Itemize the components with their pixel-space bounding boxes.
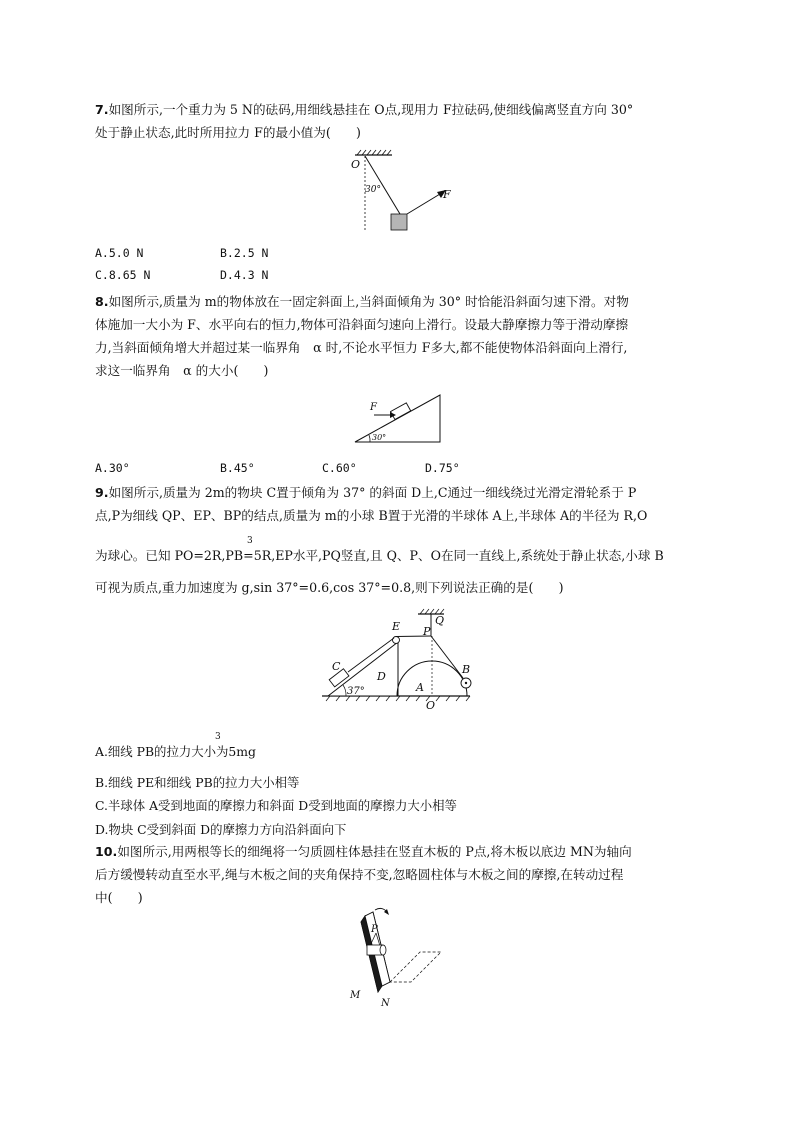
- q9-label-p: P: [423, 625, 431, 638]
- q7-figure: [340, 150, 470, 240]
- q9-label-o: O: [426, 699, 436, 712]
- q10-stem-line2: 后方缓慢转动直至水平,绳与木板之间的夹角保持不变,忽略圆柱体与木板之间的摩擦,在转动过程: [95, 867, 624, 882]
- q8-stem-line1: 8.如图所示,质量为 m的物体放在一固定斜面上,当斜面倾角为 30° 时恰能沿斜面匀速下滑。对物: [95, 294, 629, 309]
- q9-number: 9.: [95, 485, 109, 500]
- q9-figure: [320, 608, 490, 712]
- q9-label-q: Q: [435, 614, 445, 627]
- q8-option-d: D.75°: [425, 461, 460, 475]
- q8-option-b: B.45°: [220, 461, 255, 475]
- q9-label-b: B: [462, 663, 471, 676]
- q10-number: 10.: [95, 844, 118, 859]
- q7-label-angle: 30°: [365, 185, 381, 195]
- q8-option-a: A.30°: [95, 461, 130, 475]
- q7-stem-line1: 7.如图所示,一个重力为 5 N的砝码,用细线悬挂在 O点,现用力 F拉砝码,使细线偏离竖直方向 30°: [95, 102, 634, 117]
- q8-stem-line4: 求这一临界角 α 的大小( ): [95, 363, 269, 378]
- q7-option-a: A.5.0 N: [95, 246, 144, 260]
- q8-option-c: C.60°: [322, 461, 357, 475]
- q9-label-e: E: [392, 620, 401, 633]
- q7-label-f: F: [443, 188, 451, 201]
- q7-number: 7.: [95, 102, 109, 117]
- q9-stem-line1: 9.如图所示,质量为 2m的物块 C置于倾角为 37° 的斜面 D上,C通过一细线绕过光滑定滑轮系于 P: [95, 485, 637, 500]
- q10-label-m: M: [350, 990, 361, 1001]
- q10-stem-line3: 中( ): [95, 890, 143, 905]
- q8-label-angle: 30°: [372, 433, 387, 442]
- q7-stem-line2: 处于静止状态,此时所用拉力 F的最小值为( ): [95, 125, 361, 140]
- q8-figure: [350, 390, 450, 450]
- q7-option-c: C.8.65 N: [95, 268, 151, 282]
- q10-stem-line1: 10.如图所示,用两根等长的细绳将一匀质圆柱体悬挂在竖直木板的 P点,将木板以底边 MN为轴向: [95, 844, 632, 859]
- q10-figure: [345, 908, 455, 1013]
- q7-option-b: B.2.5 N: [220, 246, 269, 260]
- q9-label-c: C: [332, 660, 341, 673]
- q9-label-d: D: [377, 670, 386, 683]
- q9-option-c: C.半球体 A受到地面的摩擦力和斜面 D受到地面的摩擦力大小相等: [95, 798, 457, 813]
- q8-stem-line2: 体施加一大小为 F、水平向右的恒力,物体可沿斜面匀速向上滑行。设最大静摩擦力等于滑动摩擦: [95, 317, 629, 332]
- q10-label-n: N: [381, 998, 390, 1009]
- q9-option-a: A.细线 PB的拉力大小为5mg: [95, 744, 256, 759]
- q9-stem-line4: 可视为质点,重力加速度为 g,sin 37°=0.6,cos 37°=0.8,则下列说法正确的是( ): [95, 580, 564, 595]
- q8-label-f: F: [370, 402, 377, 413]
- q9-option-b: B.细线 PE和细线 PB的拉力大小相等: [95, 775, 300, 790]
- q7-option-d: D.4.3 N: [220, 268, 269, 282]
- q8-stem-line3: 力,当斜面倾角增大并超过某一临界角 α 时,不论水平恒力 F多大,都不能使物体沿斜面向上滑行,: [95, 340, 628, 355]
- q9-label-angle: 37°: [347, 686, 365, 697]
- q9-label-a: A: [416, 681, 424, 694]
- q10-label-p: P: [371, 924, 378, 935]
- q8-number: 8.: [95, 294, 109, 309]
- q9-fraction-top: 3: [247, 536, 253, 546]
- q9-optA-fraction-top: 3: [215, 732, 221, 742]
- q9-stem-line3: 为球心。已知 PO=2R,PB=5R,EP水平,PQ竖直,且 Q、P、O在同一直线上,系统处于静止状态,小球 B: [95, 548, 664, 563]
- q7-label-o: O: [351, 158, 361, 171]
- q9-option-d: D.物块 C受到斜面 D的摩擦力方向沿斜面向下: [95, 822, 347, 837]
- q9-stem-line2: 点,P为细线 QP、EP、BP的结点,质量为 m的小球 B置于光滑的半球体 A上,半球体 A的半径为 R,O: [95, 508, 648, 523]
